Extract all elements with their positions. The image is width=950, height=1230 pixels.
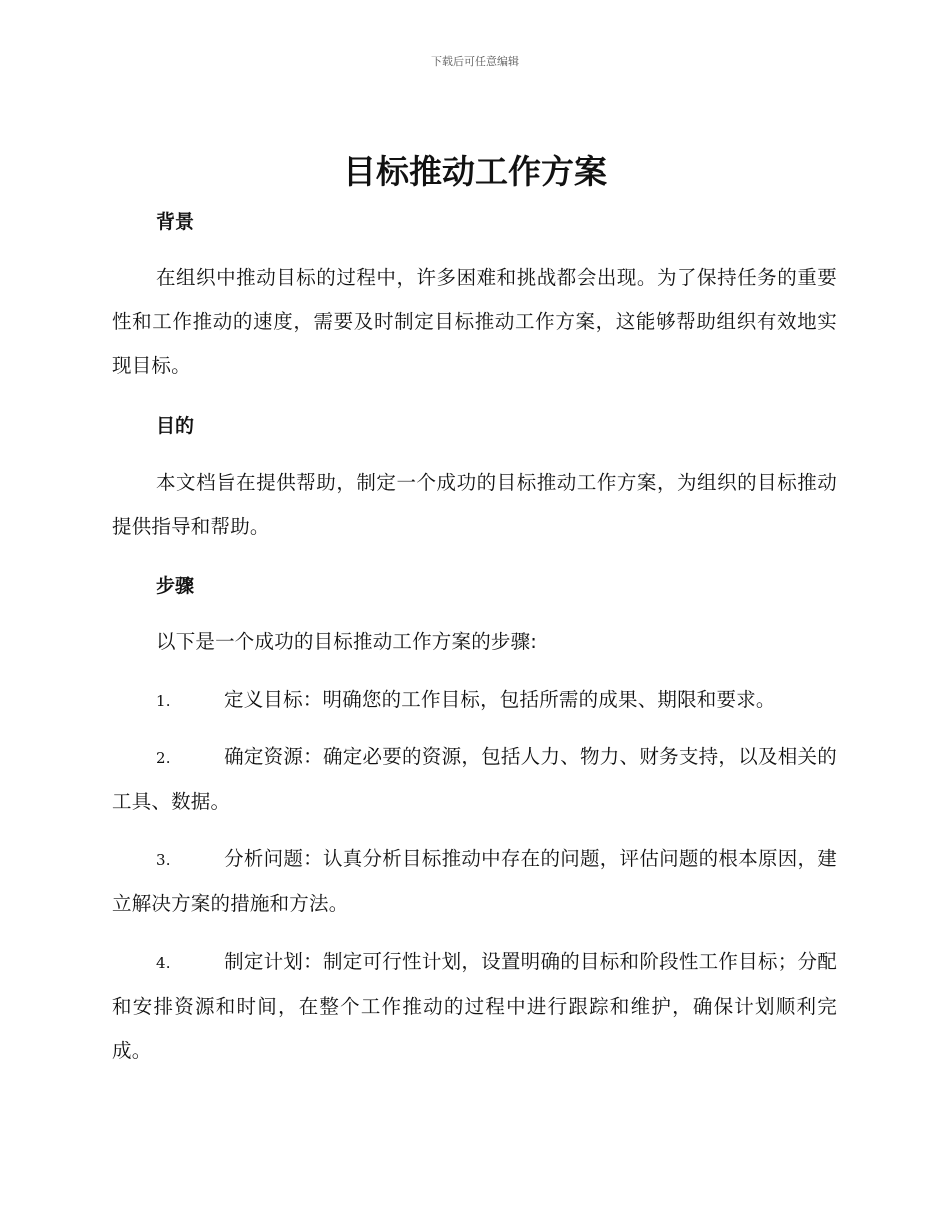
list-item-number: 3. xyxy=(156,851,171,869)
purpose-paragraph: 本文档旨在提供帮助，制定一个成功的目标推动工作方案，为组织的目标推动提供指导和帮助。 xyxy=(112,471,837,538)
steps-intro: 以下是一个成功的目标推动工作方案的步骤: xyxy=(156,630,538,653)
section-steps xyxy=(112,572,837,600)
list-item xyxy=(112,735,837,824)
list-item-number: 2. xyxy=(156,749,171,767)
list-item-text: 分析问题：认真分析目标推动中存在的问题，评估问题的根本原因，建立解决方案的措施和方法。 xyxy=(112,847,837,915)
background-paragraph: 在组织中推动目标的过程中，许多困难和挑战都会出现。为了保持任务的重要性和工作推动的速度，需要及时制定目标推动工作方案，这能够帮助组织有效地实现目标。 xyxy=(112,266,837,377)
document-title: 目标推动工作方案 xyxy=(343,152,607,191)
list-item-text: 定义目标：明确您的工作目标，包括所需的成果、期限和要求。 xyxy=(224,688,776,711)
section-heading-steps: 步骤 xyxy=(156,575,195,597)
list-item-text: 确定资源：确定必要的资源，包括人力、物力、财务支持，以及相关的工具、数据。 xyxy=(112,745,837,813)
section-heading-purpose: 目的 xyxy=(156,415,195,437)
list-item xyxy=(112,940,837,1073)
section-background xyxy=(112,208,837,236)
steps-intro-block xyxy=(112,620,837,664)
list-item xyxy=(112,837,837,926)
section-purpose xyxy=(112,412,837,440)
header-note: 下载后可任意编辑 xyxy=(431,55,519,68)
purpose-body xyxy=(112,461,837,549)
list-item-number: 1. xyxy=(156,692,171,710)
background-body xyxy=(112,256,837,388)
list-item xyxy=(112,678,837,723)
list-item-number: 4. xyxy=(156,954,171,972)
section-heading-background: 背景 xyxy=(156,211,195,233)
list-item-text: 制定计划：制定可行性计划，设置明确的目标和阶段性工作目标；分配和安排资源和时间，在整个工作推动的过程中进行跟踪和维护，确保计划顺利完成。 xyxy=(112,950,837,1062)
